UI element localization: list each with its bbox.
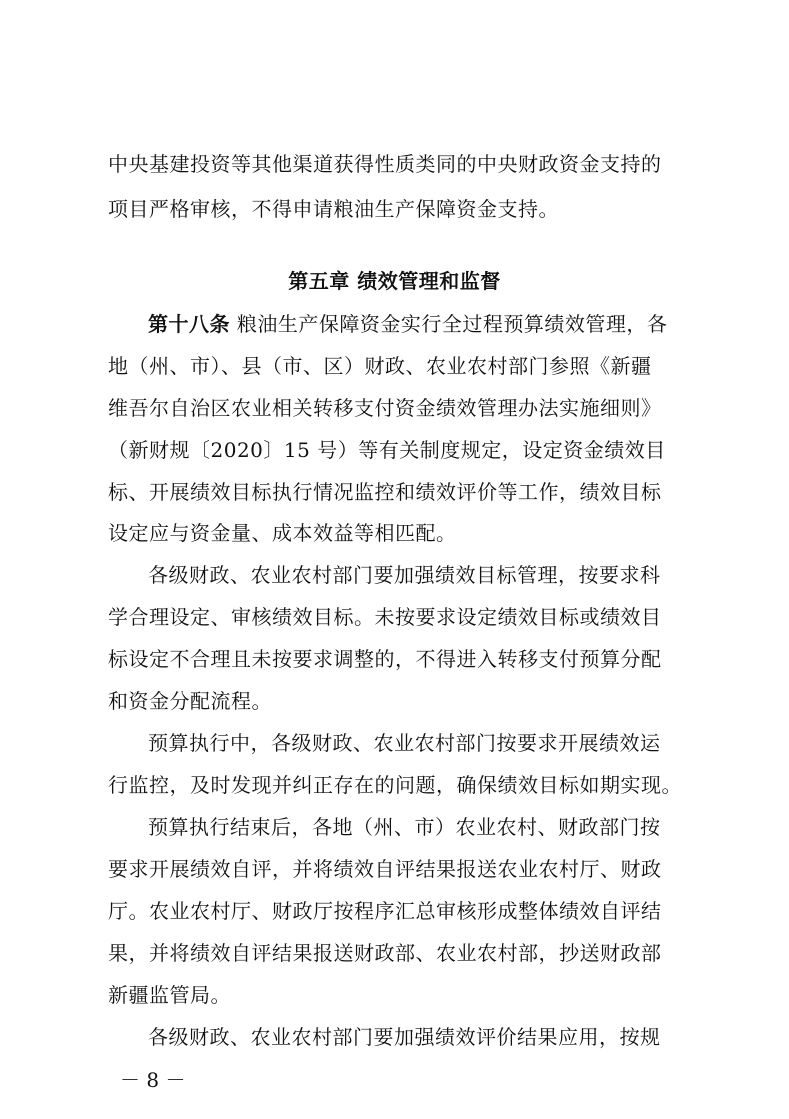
paragraph-line: 厅。农业农村厅、财政厅按程序汇总审核形成整体绩效自评结 xyxy=(108,899,662,923)
paragraph-line: 要求开展绩效自评，并将绩效自评结果报送农业农村厅、财政 xyxy=(108,857,662,881)
continuation-line: 项目严格审核，不得申请粮油生产保障资金支持。 xyxy=(108,197,559,221)
paragraph-line: 新疆监管局。 xyxy=(108,983,231,1007)
paragraph-line: 预算执行结束后，各地（州、市）农业农村、财政部门按 xyxy=(148,815,661,839)
article-text: 粮油生产保障资金实行全过程预算绩效管理，各 xyxy=(236,312,668,336)
article-18-first-line xyxy=(148,312,667,336)
paragraph-line: 和资金分配流程。 xyxy=(108,689,272,713)
paragraph-line: 预算执行中，各级财政、农业农村部门按要求开展绩效运 xyxy=(148,731,661,755)
paragraph-line: 果，并将绩效自评结果报送财政部、农业农村部，抄送财政部 xyxy=(108,941,662,965)
paragraph-line: 行监控，及时发现并纠正存在的问题，确保绩效目标如期实现。 xyxy=(108,773,682,797)
paragraph-line: 各级财政、农业农村部门要加强绩效评价结果应用，按规 xyxy=(148,1025,661,1049)
continuation-line: 中央基建投资等其他渠道获得性质类同的中央财政资金支持的 xyxy=(108,152,662,176)
article-line: （新财规〔2020〕15 号）等有关制度规定，设定资金绩效目 xyxy=(108,438,666,462)
article-line: 设定应与资金量、成本效益等相匹配。 xyxy=(108,521,457,545)
article-line: 标、开展绩效目标执行情况监控和绩效评价等工作，绩效目标 xyxy=(108,480,662,504)
article-line: 地（州、市）、县（市、区）财政、农业农村部门参照《新疆 xyxy=(108,354,652,378)
paragraph-line: 标设定不合理且未按要求调整的，不得进入转移支付预算分配 xyxy=(108,647,662,671)
article-label: 第十八条 xyxy=(148,312,230,336)
paragraph-line: 各级财政、农业农村部门要加强绩效目标管理，按要求科 xyxy=(148,563,661,587)
article-line: 维吾尔自治区农业相关转移支付资金绩效管理办法实施细则》 xyxy=(108,396,662,420)
paragraph-line: 学合理设定、审核绩效目标。未按要求设定绩效目标或绩效目 xyxy=(108,605,662,629)
page-number: － 8 － xyxy=(120,1068,186,1092)
chapter-title: 第五章 绩效管理和监督 xyxy=(288,269,501,293)
